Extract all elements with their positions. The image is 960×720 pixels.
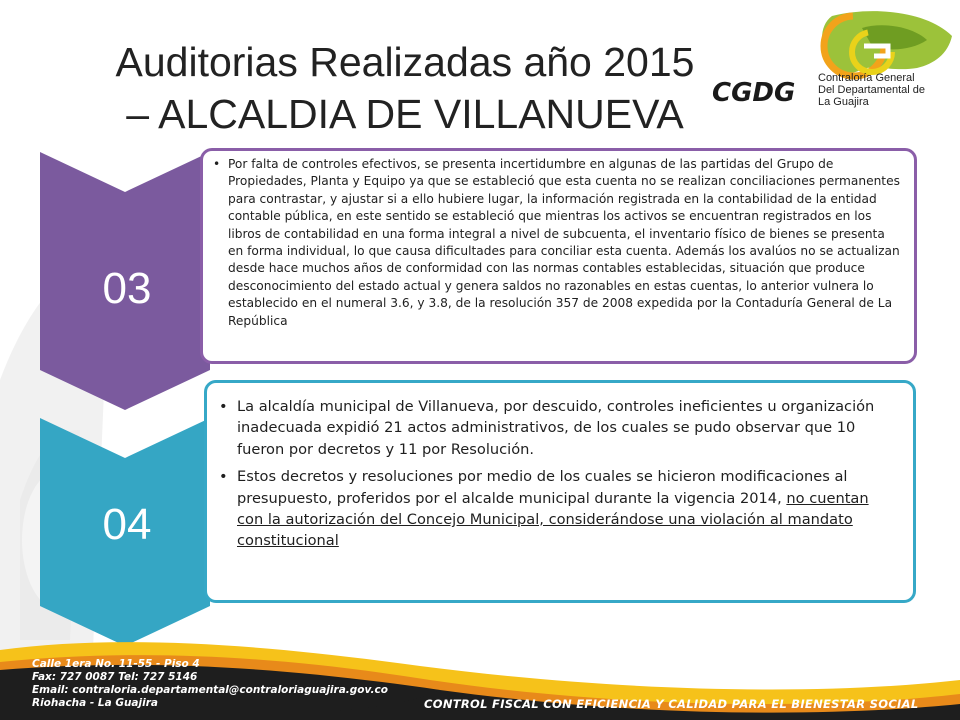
address-line-1: Calle 1era No. 11-55 - Piso 4 <box>32 658 200 670</box>
bullet-icon: • <box>219 398 228 415</box>
logo-subtitle-line-1: Contraloría General <box>818 72 915 84</box>
finding-03-list <box>213 156 902 330</box>
bullet-icon: • <box>213 157 221 171</box>
title-line-2: – ALCALDIA DE VILLANUEVA <box>126 91 684 137</box>
finding-04-text-1: La alcaldía municipal de Villanueva, por descuido, controles ineficientes u organización inadecuada expidió 21 actos administrativos, de los cuales se pudo observar que 10 fueron por decretos y 11 por Resolución. <box>237 398 875 458</box>
footer-slogan: CONTROL FISCAL CON EFICIENCIA Y CALIDAD PARA EL BIENESTAR SOCIAL <box>424 697 919 711</box>
slide-title <box>60 36 750 140</box>
logo-subtitle-line-2: Del Departamental de <box>818 84 926 96</box>
finding-04-text-2: Estos decretos y resoluciones por medio de los cuales se hicieron modificaciones al presupuesto, proferidos por el alcalde municipal durante la vigencia 2014, <box>237 468 848 507</box>
address-line-2: Fax: 727 0087 Tel: 727 5146 <box>32 671 198 683</box>
logo-emblem-icon <box>712 6 957 126</box>
bullet-icon: • <box>219 468 228 486</box>
finding-04-underlined-text: no cuentan con la autorización del Concejo Municipal, considerándose una violación al mandato constitucional <box>237 489 869 550</box>
footer-address <box>32 658 388 710</box>
finding-03-bullet-1 <box>213 156 902 330</box>
item-number-04: 04 <box>102 500 152 549</box>
address-email: Email: contraloria.departamental@contraloriaguajira.gov.co <box>32 684 388 696</box>
finding-04-list <box>219 396 899 552</box>
finding-03-text: Por falta de controles efectivos, se presenta incertidumbre en algunas de las partidas del Grupo de Propiedades, Planta y Equipo ya que se estableció que esta cuenta no se realizan conciliaciones permanentes para contrastar, y ajustar si a ello hubiere lugar, la información registrada en la contabilidad de la entidad contable pública, en este sentido se estableció que mientras los activos se encuentran registrados en los libros de contabilidad en una forma integral a nivel de subcuenta, el inventario físico de bienes se presenta en forma individual, lo que causa dificultades para conciliar esta cuenta. Además los avalúos no se actualizan desde hace muchos años de conformidad con las normas contables establecidas, situación que produce desconocimiento del estado actual y genera saldos no razonables en estas cuentas, lo anterior vulnera lo establecido en el numeral 3.6, y 3.8, de la resolución 357 de 2008 expedida por la Contaduría General de La República <box>228 157 900 328</box>
item-number-03: 03 <box>102 264 152 313</box>
logo-name: CGDG <box>712 78 796 108</box>
finding-04-bullet-1 <box>219 396 899 460</box>
logo-subtitle-line-3: La Guajira <box>818 96 869 108</box>
finding-04-card <box>204 380 916 603</box>
cgdg-logo <box>712 6 957 126</box>
title-line-1: Auditorias Realizadas año 2015 <box>115 39 695 85</box>
finding-03-card <box>200 148 917 364</box>
finding-04-bullet-2 <box>219 466 899 552</box>
logo-subtitle <box>818 72 958 108</box>
address-city: Riohacha - La Guajira <box>32 697 158 709</box>
